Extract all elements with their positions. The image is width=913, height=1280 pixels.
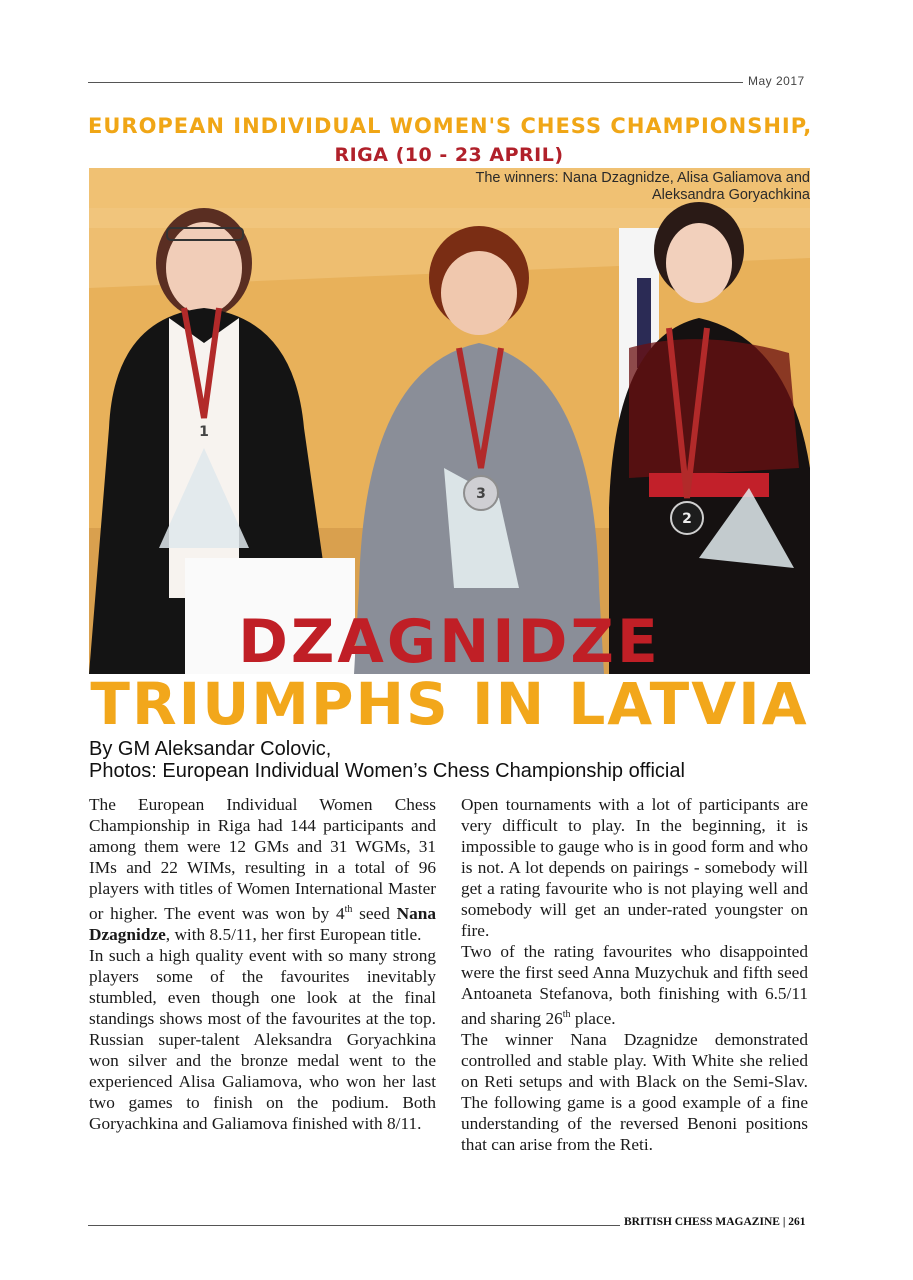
- byline-author: By GM Aleksandar Colovic,: [89, 738, 332, 760]
- article-column-right: [461, 794, 808, 1155]
- medal-number-left: 1: [199, 424, 209, 440]
- kicker-line-1: EUROPEAN INDIVIDUAL WOMEN'S CHESS CHAMPIONSHIP,: [88, 114, 813, 138]
- footer-folio: [624, 1216, 805, 1228]
- photo-caption: [350, 170, 810, 204]
- photo-caption-line-2: Aleksandra Goryachkina: [652, 187, 810, 203]
- header-rule: [88, 82, 743, 83]
- article-column-left: [89, 794, 436, 1134]
- page-number: 261: [788, 1216, 806, 1228]
- winners-photo: [89, 168, 810, 674]
- magazine-name: BRITISH CHESS MAGAZINE: [624, 1216, 780, 1228]
- folio-separator: |: [782, 1216, 786, 1228]
- byline-photo-credit: Photos: European Individual Women’s Chess Championship official: [89, 760, 685, 782]
- footer-rule: [88, 1225, 620, 1226]
- article-paragraph: Two of the rating favourites who disappointed were the first seed Anna Muzychuk and fifth seed Antoaneta Stefanova, both finishing with 6.5/11 and sharing 26th place.: [461, 942, 808, 1028]
- photo-caption-line-1: The winners: Nana Dzagnidze, Alisa Galiamova and: [475, 170, 810, 186]
- issue-date: May 2017: [748, 74, 805, 88]
- headline-line-1: DZAGNIDZE: [238, 607, 661, 677]
- article-paragraph: The European Individual Women Chess Championship in Riga had 144 participants and among them were 12 GMs and 31 WGMs, 31 IMs and 22 WIMs, resulting in a total of 96 players with titles of Women International Master or higher. The event was won by 4th seed Nana Dzagnidze, with 8.5/11, her first European title.: [89, 795, 436, 944]
- medal-number-center: 3: [476, 486, 486, 502]
- article-paragraph: Open tournaments with a lot of participants are very difficult to play. In the beginning, it is impossible to gauge who is in good form and who is not. A lot depends on pairings - somebody will get a rating favourite who is not playing well and somebody will get an under-rated youngster on fire.: [461, 795, 808, 940]
- winner-name: Nana Dzagnidze: [89, 903, 436, 944]
- medal-number-right: 2: [682, 511, 692, 527]
- headline-line-2: TRIUMPHS IN LATVIA: [90, 670, 809, 738]
- article-paragraph: In such a high quality event with so many strong players some of the favourites inevitably stumbled, even though one look at the final standings shows most of the favourites at the top. Russian super-talent Aleksandra Goryachkina won silver and the bronze medal went to the experienced Alisa Galiamova, who won her last two games to finish on the podium. Both Goryachkina and Galiamova finished with 8/11.: [89, 945, 436, 1133]
- byline: [89, 738, 829, 782]
- kicker-line-2: RIGA (10 - 23 APRIL): [334, 144, 564, 166]
- article-paragraph: The winner Nana Dzagnidze demonstrated controlled and stable play. With White she relied on Reti setups and with Black on the Semi-Slav. The following game is a good example of a fine understanding of the reversed Benoni positions that can arise from the Reti.: [461, 1029, 808, 1154]
